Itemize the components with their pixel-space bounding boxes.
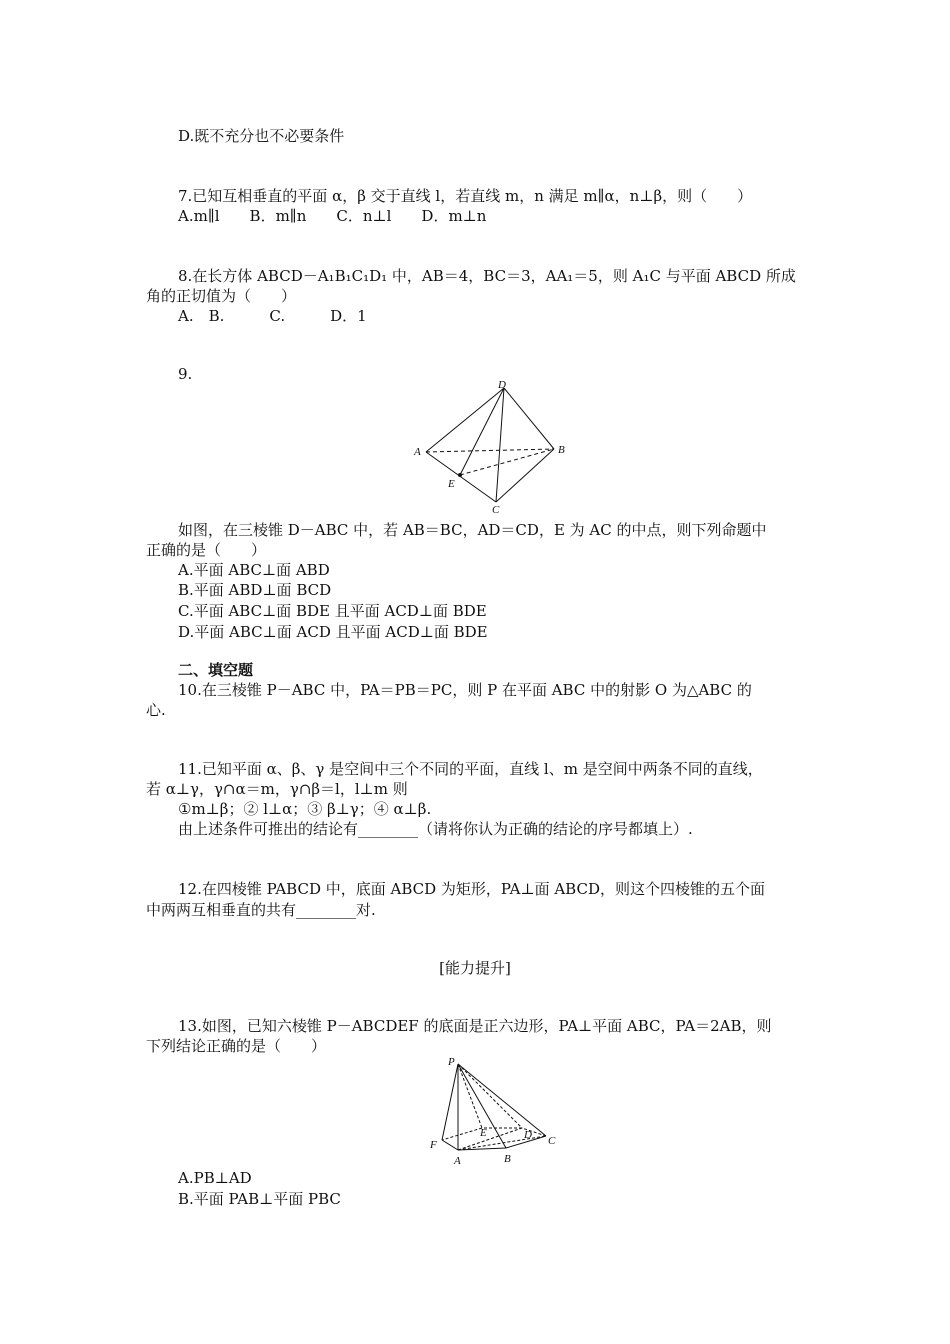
point-E: [458, 473, 462, 477]
q9-option-b: B.平面 ABD⊥面 BCD: [178, 581, 332, 599]
q9-option-c: C.平面 ABC⊥面 BDE 且平面 ACD⊥面 BDE: [178, 602, 487, 620]
edge-PD-hidden: [458, 1064, 522, 1128]
edge-DC: [496, 388, 504, 502]
edge-AD-hidden: [458, 1128, 522, 1150]
q10-line1: 10.在三棱锥 P－ABC 中，PA＝PB＝PC，则 P 在平面 ABC 中的射影 O 为△ABC 的: [178, 681, 752, 699]
label-B: B: [504, 1153, 511, 1165]
label-D: D: [524, 1129, 532, 1141]
label-E: E: [480, 1127, 487, 1139]
label-P: P: [448, 1056, 455, 1068]
q6-option-d: D.既不充分也不必要条件: [178, 127, 345, 145]
q9-stem-line1: 如图，在三棱锥 D－ABC 中，若 AB＝BC，AD＝CD，E 为 AC 的中点，则下列命题中: [178, 521, 767, 539]
edge-BC: [496, 449, 554, 502]
q13-option-a: A.PB⊥AD: [178, 1169, 252, 1187]
label-C: C: [548, 1135, 556, 1147]
q7-options: A.m∥l B．m∥n C．n⊥l D．m⊥n: [178, 207, 487, 225]
q9-stem-line2: 正确的是（ ）: [146, 541, 267, 559]
edge-EF-hidden: [442, 1128, 482, 1140]
section-ability-title: [能力提升]: [439, 959, 511, 977]
q11-line4: 由上述条件可推出的结论有________（请将你认为正确的结论的序号都填上）.: [178, 820, 693, 838]
label-A: A: [454, 1155, 461, 1167]
q13-hexagonal-pyramid-figure: [420, 1052, 570, 1170]
q9-option-a: A.平面 ABC⊥面 ABD: [178, 561, 330, 579]
q8-stem-line2: 角的正切值为（ ）: [146, 287, 297, 305]
edge-AB-hidden: [426, 449, 554, 452]
q7-stem: 7.已知互相垂直的平面 α，β 交于直线 l，若直线 m，n 满足 m∥α，n⊥β，则（ ）: [178, 187, 753, 205]
label-C: C: [492, 504, 500, 516]
q8-options: A. B. C. D．1: [178, 307, 367, 325]
q11-line2: 若 α⊥γ，γ∩α＝m，γ∩β＝l，l⊥m 则: [146, 780, 408, 798]
q9-option-d: D.平面 ABC⊥面 ACD 且平面 ACD⊥面 BDE: [178, 623, 488, 641]
q13-line2: 下列结论正确的是（ ）: [146, 1037, 327, 1055]
q12-line2: 中两两互相垂直的共有________对.: [146, 901, 376, 919]
label-B: B: [558, 444, 565, 456]
edge-DE: [460, 388, 504, 475]
label-A: A: [414, 446, 421, 458]
edge-AC: [426, 452, 496, 502]
edge-PF: [442, 1064, 458, 1140]
q13-option-b: B.平面 PAB⊥平面 PBC: [178, 1190, 341, 1208]
q11-line1: 11.已知平面 α、β、γ 是空间中三个不同的平面，直线 l、m 是空间中两条不同的直线，: [178, 760, 763, 778]
section-fill-in-title: 二、填空题: [178, 661, 254, 679]
q11-line3: ①m⊥β；② l⊥α；③ β⊥γ；④ α⊥β.: [178, 800, 432, 818]
q9-number: 9.: [178, 365, 193, 383]
edge-FA: [442, 1140, 458, 1150]
edge-AD: [426, 388, 504, 452]
edge-DB: [504, 388, 554, 449]
edge-PC: [458, 1064, 546, 1136]
q10-line2: 心.: [146, 701, 166, 719]
label-F: F: [430, 1139, 437, 1151]
q9-tetrahedron-figure: [408, 378, 578, 516]
q13-line1: 13.如图，已知六棱锥 P－ABCDEF 的底面是正六边形，PA⊥平面 ABC，PA＝2AB，则: [178, 1017, 772, 1035]
label-E: E: [448, 478, 455, 490]
label-D: D: [498, 379, 506, 391]
q12-line1: 12.在四棱锥 PABCD 中，底面 ABCD 为矩形，PA⊥面 ABCD，则这个四棱锥的五个面: [178, 880, 765, 898]
q8-stem-line1: 8.在长方体 ABCD－A₁B₁C₁D₁ 中，AB＝4，BC＝3，AA₁＝5，则 A₁C 与平面 ABCD 所成: [178, 267, 796, 285]
